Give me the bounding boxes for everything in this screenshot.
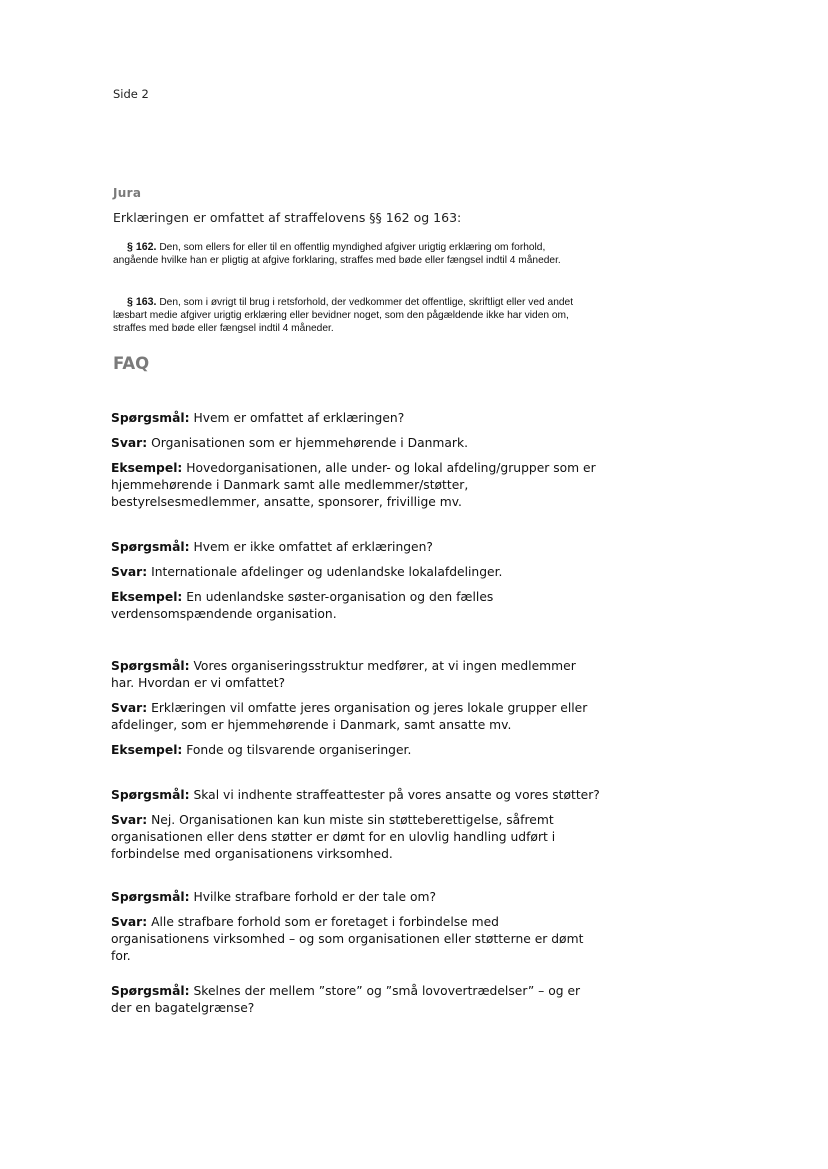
question-label: Spørgsmål: — [111, 411, 190, 425]
page-number: Side 2 — [113, 87, 149, 101]
question-text: Skelnes der mellem ”store” og ”små lovovertrædelser” – og er der en bagatelgrænse? — [111, 984, 581, 1015]
question-text: Vores organiseringsstruktur medfører, at vi ingen medlemmer har. Hvordan er vi omfattet? — [111, 659, 576, 690]
faq-item — [111, 787, 601, 871]
answer-text: Alle strafbare forhold som er foretaget i forbindelse med organisationens virksomhed – og som organisationen eller støtterne er dømt for. — [111, 915, 584, 963]
question-label: Spørgsmål: — [111, 540, 190, 554]
law-paragraph-163 — [113, 296, 593, 335]
question-label: Spørgsmål: — [111, 984, 190, 998]
answer-text: Organisationen som er hjemmehørende i Danmark. — [151, 436, 469, 450]
answer-label: Svar: — [111, 565, 148, 579]
jura-intro: Erklæringen er omfattet af straffelovens §§ 162 og 163: — [113, 210, 462, 225]
example-label: Eksempel: — [111, 590, 183, 604]
faq-answer — [111, 700, 601, 734]
law-number: § 163. — [127, 296, 157, 308]
question-text: Hvilke strafbare forhold er der tale om? — [193, 890, 437, 904]
answer-label: Svar: — [111, 436, 148, 450]
faq-question — [111, 889, 601, 906]
faq-answer — [111, 914, 601, 965]
example-text: Fonde og tilsvarende organiseringer. — [186, 743, 412, 757]
law-text: Den, som i øvrigt til brug i retsforhold, der vedkommer det offentlige, skriftligt eller ved andet læsbart medie afgiver urigtig erklæring eller bevidner noget, som den pågældende ikke har viden om, straffes med bøde eller fængsel indtil 4 måneder. — [113, 297, 574, 334]
question-label: Spørgsmål: — [111, 788, 190, 802]
faq-answer — [111, 564, 601, 581]
answer-label: Svar: — [111, 813, 148, 827]
faq-example — [111, 460, 601, 511]
law-text: Den, som ellers for eller til en offentlig myndighed afgiver urigtig erklæring om forhold, angående hvilke han er pligtig at afgive forklaring, straffes med bøde eller fængsel indtil 4 måneder. — [113, 242, 561, 266]
answer-label: Svar: — [111, 701, 148, 715]
jura-heading: Jura — [113, 186, 142, 200]
faq-question — [111, 983, 601, 1017]
faq-question — [111, 658, 601, 692]
faq-example — [111, 589, 601, 623]
faq-answer — [111, 812, 601, 863]
answer-label: Svar: — [111, 915, 148, 929]
example-label: Eksempel: — [111, 461, 183, 475]
faq-item — [111, 539, 601, 631]
faq-answer — [111, 435, 601, 452]
law-paragraph-162 — [113, 241, 593, 267]
answer-text: Internationale afdelinger og udenlandske lokalafdelinger. — [151, 565, 503, 579]
question-label: Spørgsmål: — [111, 659, 190, 673]
faq-item — [111, 983, 601, 1025]
example-text: Hovedorganisationen, alle under- og lokal afdeling/grupper som er hjemmehørende i Danmark samt alle medlemmer/støtter, bestyrelsesmedlemmer, ansatte, sponsorer, frivillige mv. — [111, 461, 596, 509]
example-label: Eksempel: — [111, 743, 183, 757]
faq-question — [111, 787, 601, 804]
faq-item — [111, 410, 601, 519]
faq-example — [111, 742, 601, 759]
law-number: § 162. — [127, 241, 157, 253]
faq-question — [111, 410, 601, 427]
faq-item — [111, 889, 601, 973]
example-text: En udenlandske søster-organisation og den fælles verdensomspændende organisation. — [111, 590, 494, 621]
answer-text: Erklæringen vil omfatte jeres organisation og jeres lokale grupper eller afdelinger, som er hjemmehørende i Danmark, samt ansatte mv. — [111, 701, 588, 732]
question-text: Hvem er omfattet af erklæringen? — [193, 411, 405, 425]
faq-question — [111, 539, 601, 556]
question-text: Hvem er ikke omfattet af erklæringen? — [193, 540, 433, 554]
question-text: Skal vi indhente straffeattester på vores ansatte og vores støtter? — [193, 788, 600, 802]
faq-item — [111, 658, 601, 767]
answer-text: Nej. Organisationen kan kun miste sin støtteberettigelse, såfremt organisationen eller dens støtter er dømt for en ulovlig handling udført i forbindelse med organisationens virksomhed. — [111, 813, 556, 861]
faq-heading: FAQ — [113, 354, 150, 373]
question-label: Spørgsmål: — [111, 890, 190, 904]
